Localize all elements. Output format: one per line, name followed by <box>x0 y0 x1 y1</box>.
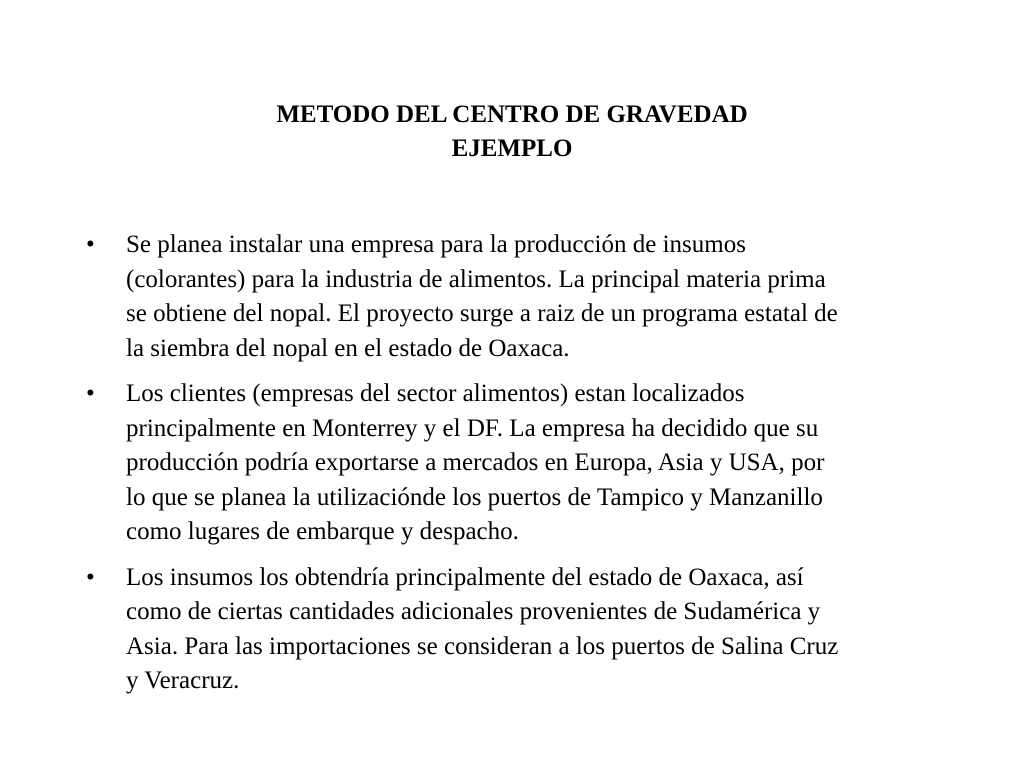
slide-title-line-1: METODO DEL CENTRO DE GRAVEDAD <box>276 101 748 128</box>
bullet-item-1 <box>86 228 966 366</box>
bullet-3-line-3: Asia. Para las importaciones se consideran a los puertos de Salina Cruz <box>126 632 839 660</box>
bullet-list <box>86 228 966 710</box>
bullet-2-line-4: lo que se planea la utilizaciónde los puertos de Tampico y Manzanillo <box>126 483 823 511</box>
bullet-3-line-4: y Veracruz. <box>126 667 240 694</box>
bullet-marker: • <box>86 380 95 407</box>
bullet-2-line-5: como lugares de embarque y despacho. <box>126 518 519 545</box>
bullet-item-2 <box>86 377 966 550</box>
bullet-item-3 <box>86 561 966 699</box>
bullet-2-line-2: principalmente en Monterrey y el DF. La empresa ha decidido que su <box>126 414 819 442</box>
bullet-3-line-2: como de ciertas cantidades adicionales provenientes de Sudamérica y <box>126 598 821 625</box>
slide-title-line-2: EJEMPLO <box>451 135 573 162</box>
bullet-marker: • <box>86 231 95 258</box>
slide-title <box>0 98 1024 166</box>
bullet-2-line-1: Los clientes (empresas del sector alimentos) estan localizados <box>126 380 745 407</box>
bullet-marker: • <box>86 563 95 591</box>
bullet-2-line-3: producción podría exportarse a mercados en Europa, Asia y USA, por <box>126 449 825 476</box>
bullet-1-line-3: se obtiene del nopal. El proyecto surge a raiz de un programa estatal de <box>126 300 838 327</box>
bullet-1-line-2: (colorantes) para la industria de alimentos. La principal materia prima <box>126 265 826 293</box>
bullet-1-line-4: la siembra del nopal en el estado de Oaxaca. <box>126 334 570 362</box>
bullet-1-line-1: Se planea instalar una empresa para la producción de insumos <box>126 231 746 258</box>
bullet-3-line-1: Los insumos los obtendría principalmente del estado de Oaxaca, así <box>126 563 804 591</box>
